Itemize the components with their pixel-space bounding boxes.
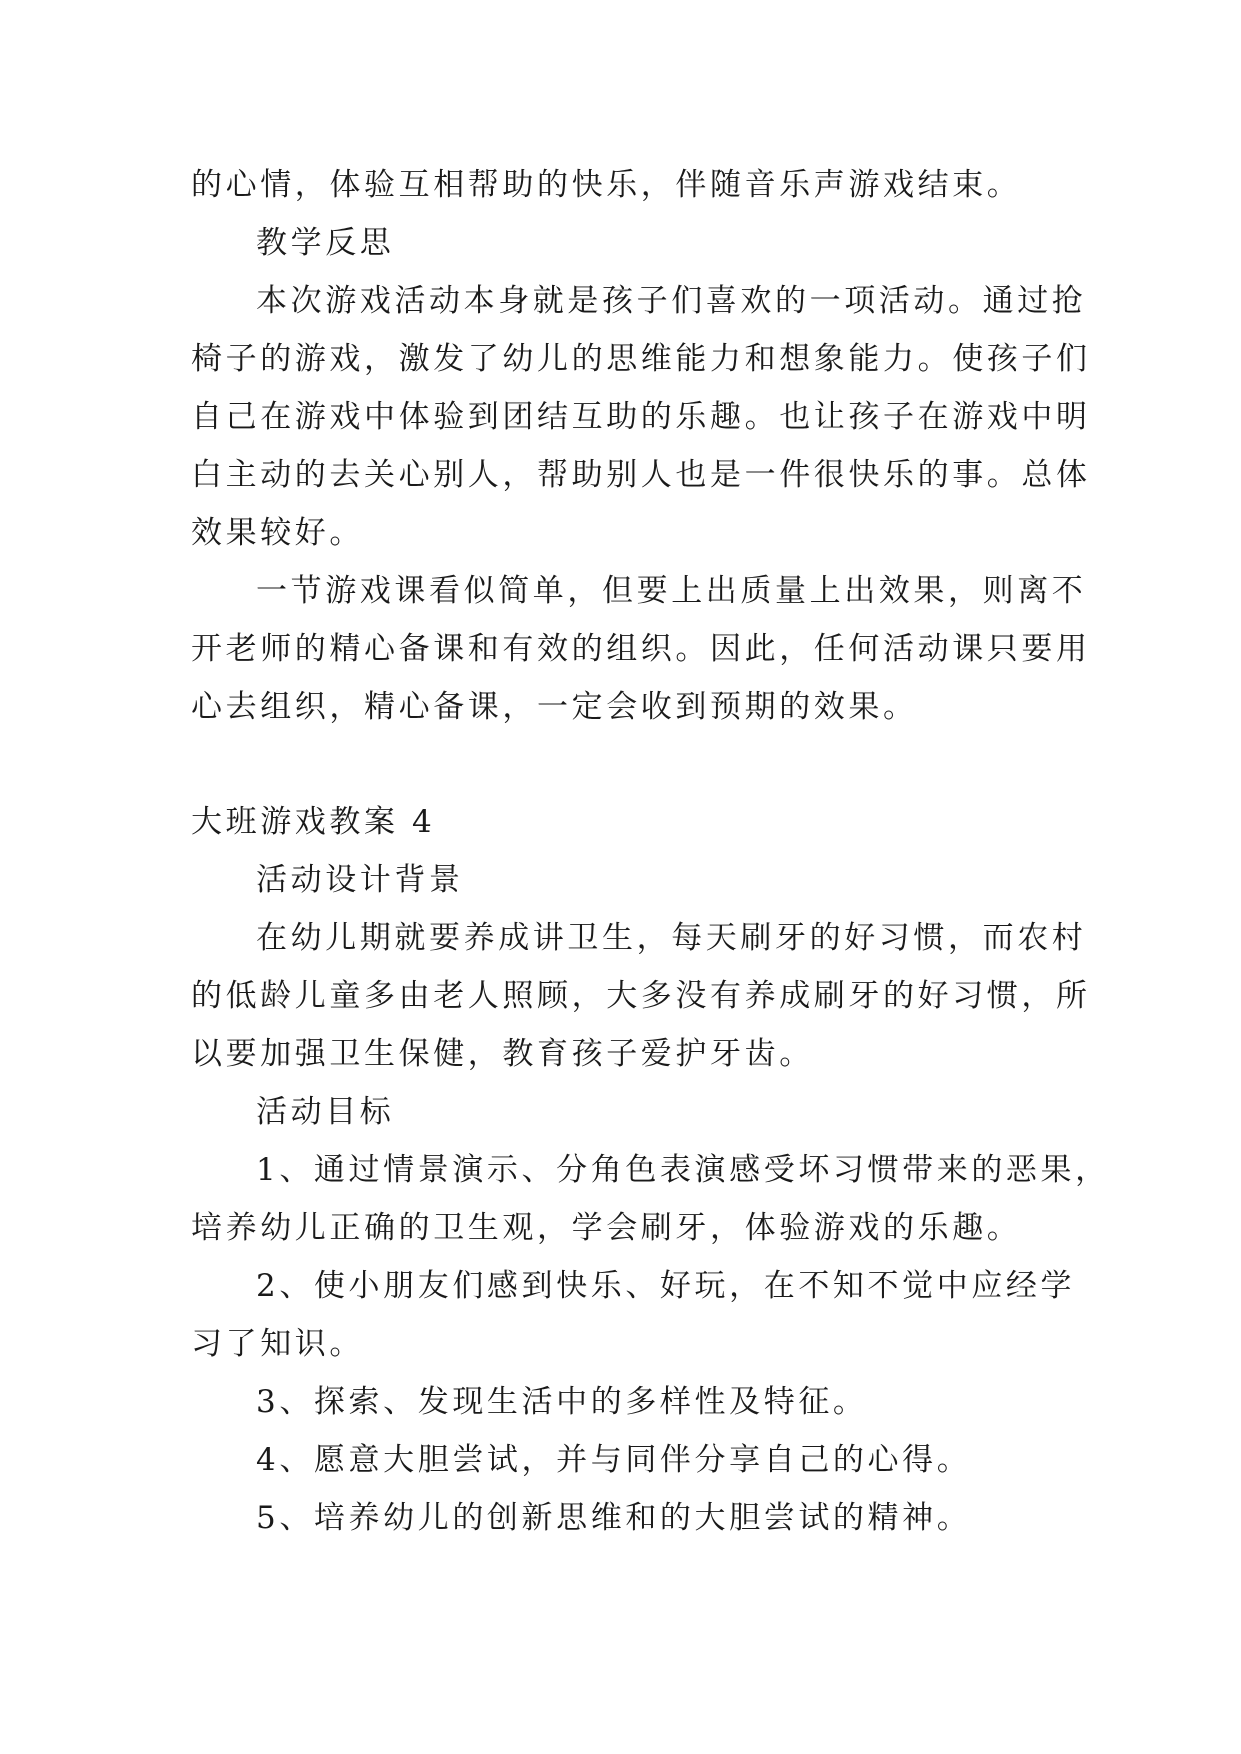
list-item: 4、愿意大胆尝试，并与同伴分享自己的心得。 (256, 1442, 972, 1478)
paragraph-line: 白主动的去关心别人，帮助别人也是一件很快乐的事。总体 (191, 457, 1091, 493)
list-item-continuation: 培养幼儿正确的卫生观，学会刷牙，体验游戏的乐趣。 (191, 1210, 1022, 1246)
list-item: 3、探索、发现生活中的多样性及特征。 (256, 1384, 868, 1420)
paragraph-line: 椅子的游戏，激发了幼儿的思维能力和想象能力。使孩子们 (191, 341, 1091, 377)
paragraph-line: 开老师的精心备课和有效的组织。因此，任何活动课只要用 (191, 631, 1091, 667)
list-item: 5、培养幼儿的创新思维和的大胆尝试的精神。 (256, 1500, 972, 1536)
list-item: 1、通过情景演示、分角色表演感受坏习惯带来的恶果， (256, 1152, 1110, 1188)
list-item-continuation: 习了知识。 (191, 1326, 364, 1362)
list-item: 2、使小朋友们感到快乐、好玩，在不知不觉中应经学 (256, 1268, 1076, 1304)
paragraph-line: 本次游戏活动本身就是孩子们喜欢的一项活动。通过抢 (256, 283, 1087, 319)
paragraph-line: 效果较好。 (191, 515, 364, 551)
paragraph-line: 自己在游戏中体验到团结互助的乐趣。也让孩子在游戏中明 (191, 399, 1091, 435)
paragraph-line: 的低龄儿童多由老人照顾，大多没有养成刷牙的好习惯，所 (191, 978, 1091, 1014)
paragraph-line: 以要加强卫生保健，教育孩子爱护牙齿。 (191, 1036, 814, 1072)
paragraph-line: 一节游戏课看似简单，但要上出质量上出效果，则离不 (256, 573, 1087, 609)
paragraph-line: 的心情，体验互相帮助的快乐，伴随音乐声游戏结束。 (191, 167, 1022, 203)
document-title: 大班游戏教案 4 (191, 804, 436, 840)
section-heading: 活动设计背景 (256, 862, 464, 898)
section-heading: 活动目标 (256, 1094, 395, 1130)
paragraph-line: 心去组织，精心备课，一定会收到预期的效果。 (191, 689, 918, 725)
section-heading: 教学反思 (256, 225, 395, 261)
paragraph-line: 在幼儿期就要养成讲卫生，每天刷牙的好习惯，而农村 (256, 920, 1087, 956)
